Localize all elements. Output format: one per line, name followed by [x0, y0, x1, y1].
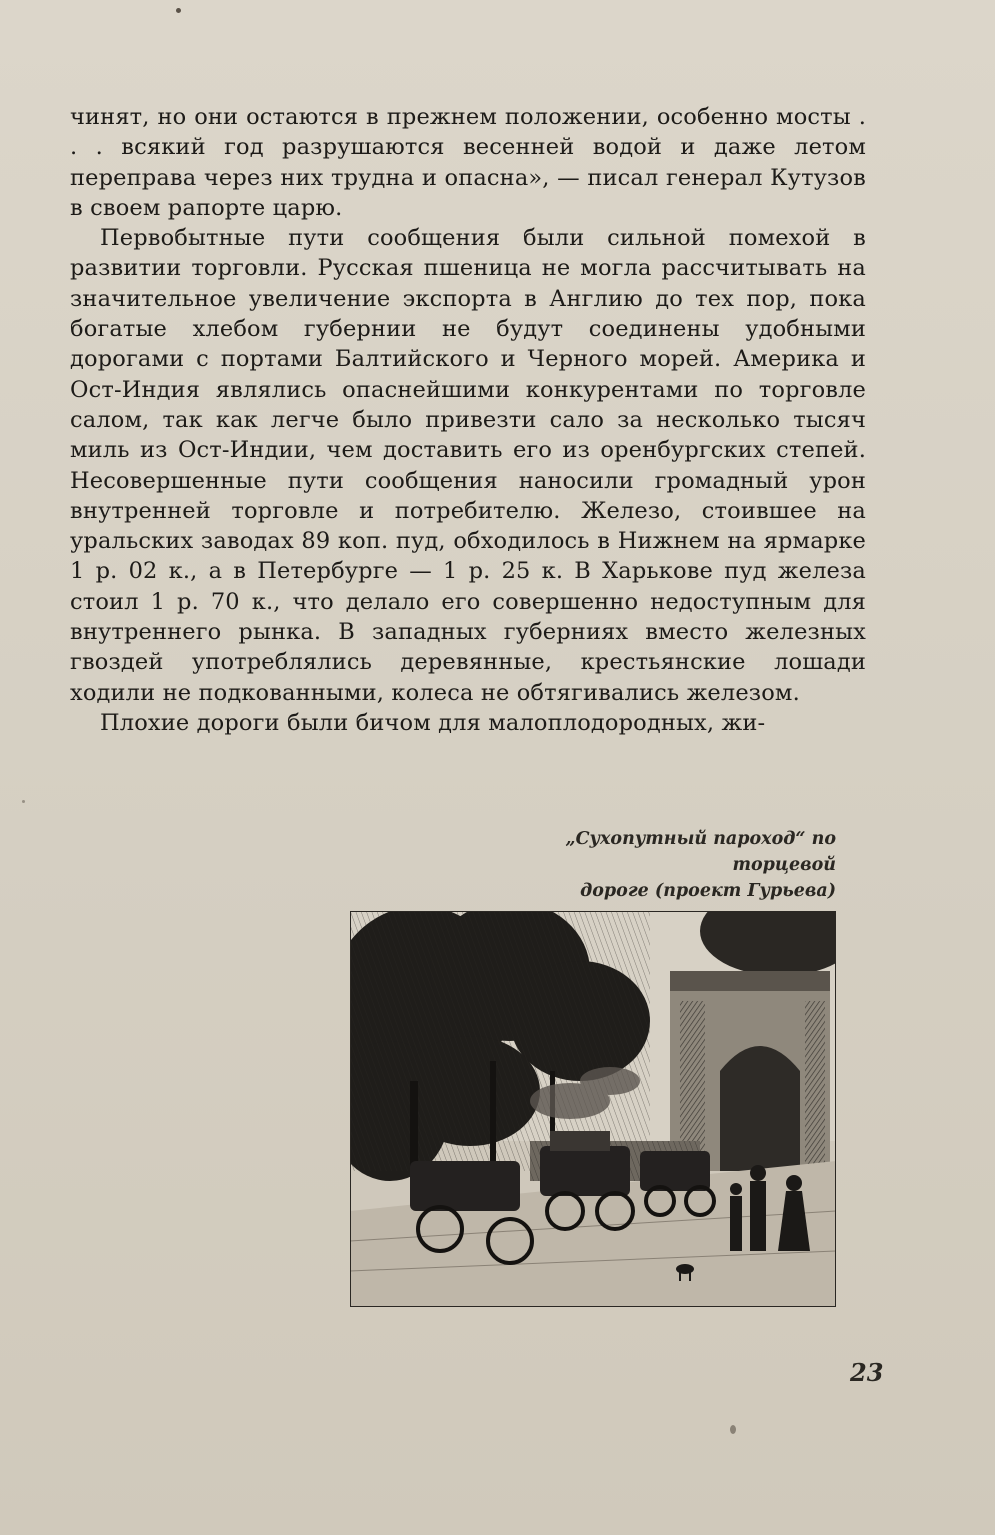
paragraph: Первобытные пути сообщения были сильной помехой в развитии торговли. Русская пшеница не могла рассчитывать на значительное увеличение экспорта в Англию до тех пор, пока богатые хлебом губернии не будут соединены удобными дорогами с портами Балтийского и Черного морей. Америка и Ост-Индия являлись опаснейшими конкурентами по торговле салом, так как легче было привезти сало за несколько тысяч миль из Ост-Индии, чем доставить его из оренбургских степей. Несовершенные пути сообщения наносили громадный урон внутренней торговле и потребителю. Железо, стоившее на уральских заводах 89 коп. пуд, обходилось в Нижнем на ярмарке 1 р. 02 к., а в Петербурге — 1 р. 25 к. В Харькове пуд железа стоил 1 р. 70 к., что делало его совершенно недоступным для внутреннего рынка. В западных губерниях вместо железных гвоздей употреблялись деревянные, крестьянские лошади ходили не подкованными, колеса не обтягивались железом. — [70, 225, 866, 706]
engraving-illustration — [350, 911, 836, 1307]
caption-line: „Сухопутный пароход“ по торцевой — [565, 829, 836, 875]
paper-speck — [22, 800, 25, 803]
paragraph: Плохие дороги были бичом для малоплодородных, жи- — [100, 709, 766, 736]
page-number: 23 — [850, 1358, 884, 1387]
figure-caption — [540, 826, 836, 904]
caption-line: дороге (проект Гурьева) — [580, 881, 836, 901]
body-text — [70, 102, 866, 738]
paper-speck — [176, 8, 181, 13]
steam-carriage-engraving-icon — [350, 911, 836, 1307]
paper-speck — [730, 1425, 736, 1434]
paragraph-continued: чинят, но они остаются в прежнем положении, особенно мосты . . . всякий год разрушаются весенней водой и даже летом переправа через них трудна и опасна», — писал генерал Кутузов в своем рапорте царю. — [70, 104, 866, 221]
